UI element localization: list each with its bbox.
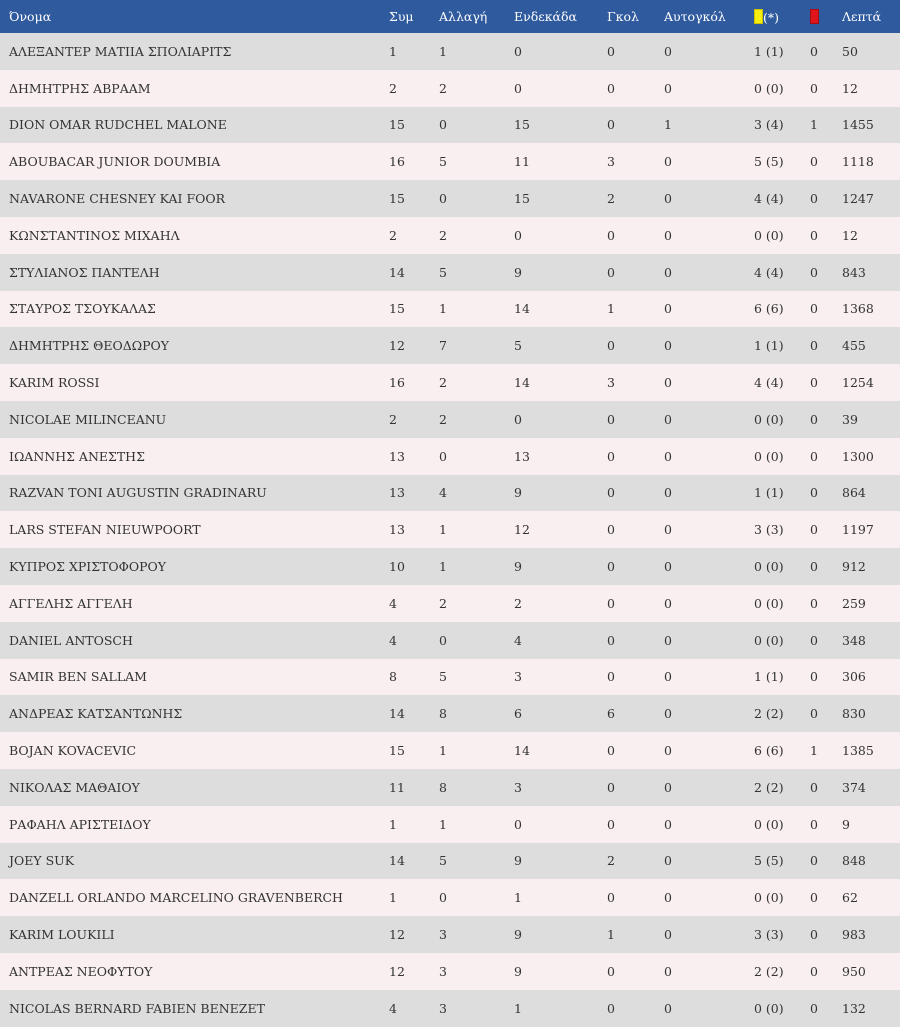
player-name-cell[interactable]: ΚΥΠΡΟΣ ΧΡΙΣΤΟΦΟΡΟΥ (9, 559, 167, 575)
appearances-cell: 13 (389, 522, 405, 538)
minutes-cell: 12 (842, 80, 858, 96)
red-cards-cell: 0 (810, 706, 818, 722)
player-name-cell[interactable]: ΡΑΦΑΗΛ ΑΡΙΣΤΕΙΔΟΥ (9, 816, 151, 832)
red-cards-cell: 0 (810, 375, 818, 391)
red-cards-cell: 0 (810, 301, 818, 317)
header-minutes[interactable]: Λεπτά (842, 9, 882, 24)
minutes-cell: 50 (842, 43, 858, 59)
minutes-cell: 1254 (842, 375, 874, 391)
starts-cell: 1 (514, 890, 522, 906)
minutes-cell: 1300 (842, 448, 874, 464)
goals-cell: 0 (607, 559, 615, 575)
appearances-cell: 4 (389, 632, 397, 648)
goals-cell: 6 (607, 706, 615, 722)
table-body (0, 33, 900, 1027)
yellow-cards-cell: 0 (0) (754, 816, 784, 832)
table-row (0, 143, 900, 180)
table-row (0, 107, 900, 144)
appearances-cell: 14 (389, 264, 405, 280)
red-cards-cell: 0 (810, 485, 818, 501)
player-name-cell[interactable]: ΑΝΤΡΕΑΣ ΝΕΟΦΥΤΟΥ (9, 963, 153, 979)
own-goals-cell: 0 (664, 191, 672, 207)
starts-cell: 13 (514, 448, 530, 464)
substitutions-cell: 0 (439, 632, 447, 648)
table-row (0, 732, 900, 769)
yellow-cards-cell: 0 (0) (754, 595, 784, 611)
header-name[interactable]: Όνομα (9, 9, 52, 24)
header-own-goals[interactable]: Αυτογκόλ (664, 9, 726, 24)
red-cards-cell: 0 (810, 890, 818, 906)
minutes-cell: 12 (842, 227, 858, 243)
starts-cell: 4 (514, 632, 522, 648)
table-row (0, 291, 900, 328)
minutes-cell: 1118 (842, 154, 874, 170)
player-name-cell[interactable]: ΑΝΔΡΕΑΣ ΚΑΤΣΑΝΤΩΝΗΣ (9, 706, 183, 722)
red-cards-cell: 0 (810, 80, 818, 96)
red-cards-cell: 0 (810, 816, 818, 832)
minutes-cell: 912 (842, 559, 866, 575)
appearances-cell: 15 (389, 743, 405, 759)
appearances-cell: 15 (389, 117, 405, 133)
own-goals-cell: 0 (664, 301, 672, 317)
player-name-cell[interactable]: ΔΗΜΗΤΡΗΣ ΑΒΡΑΑΜ (9, 80, 151, 96)
substitutions-cell: 1 (439, 301, 447, 317)
minutes-cell: 374 (842, 779, 866, 795)
goals-cell: 0 (607, 448, 615, 464)
own-goals-cell: 1 (664, 117, 672, 133)
own-goals-cell: 0 (664, 227, 672, 243)
substitutions-cell: 4 (439, 485, 447, 501)
goals-cell: 3 (607, 375, 615, 391)
goals-cell: 0 (607, 632, 615, 648)
player-name-cell[interactable]: RAZVAN TONI AUGUSTIN GRADINARU (9, 485, 267, 501)
own-goals-cell: 0 (664, 154, 672, 170)
goals-cell: 2 (607, 853, 615, 869)
red-cards-cell: 0 (810, 853, 818, 869)
goals-cell: 0 (607, 227, 615, 243)
yellow-cards-cell: 3 (3) (754, 522, 784, 538)
appearances-cell: 2 (389, 227, 397, 243)
header-yellow-cards[interactable] (745, 0, 801, 33)
own-goals-cell: 0 (664, 963, 672, 979)
goals-cell: 0 (607, 743, 615, 759)
appearances-cell: 11 (389, 779, 405, 795)
player-name-cell[interactable]: KARIM LOUKILI (9, 927, 115, 943)
yellow-cards-cell: 4 (4) (754, 375, 784, 391)
table-row (0, 843, 900, 880)
substitutions-cell: 5 (439, 853, 447, 869)
goals-cell: 0 (607, 816, 615, 832)
substitutions-cell: 3 (439, 963, 447, 979)
appearances-cell: 16 (389, 154, 405, 170)
red-cards-cell: 0 (810, 411, 818, 427)
minutes-cell: 455 (842, 338, 866, 354)
red-cards-cell: 0 (810, 927, 818, 943)
yellow-cards-cell: 2 (2) (754, 779, 784, 795)
table-row (0, 879, 900, 916)
own-goals-cell: 0 (664, 706, 672, 722)
starts-cell: 5 (514, 338, 522, 354)
minutes-cell: 259 (842, 595, 866, 611)
table-row (0, 511, 900, 548)
player-name-cell[interactable]: DANIEL ANTOSCH (9, 632, 133, 648)
red-cards-cell: 0 (810, 1000, 818, 1016)
table-header (0, 0, 900, 33)
substitutions-cell: 1 (439, 559, 447, 575)
yellow-cards-cell: 2 (2) (754, 706, 784, 722)
own-goals-cell: 0 (664, 411, 672, 427)
goals-cell: 2 (607, 191, 615, 207)
table-row (0, 364, 900, 401)
table-row (0, 254, 900, 291)
table-row (0, 695, 900, 732)
minutes-cell: 1197 (842, 522, 874, 538)
player-name-cell[interactable]: ΚΩΝΣΤΑΝΤΙΝΟΣ ΜΙΧΑΗΛ (9, 227, 180, 243)
appearances-cell: 2 (389, 80, 397, 96)
minutes-cell: 830 (842, 706, 866, 722)
own-goals-cell: 0 (664, 927, 672, 943)
minutes-cell: 9 (842, 816, 850, 832)
header-row (0, 0, 900, 33)
substitutions-cell: 0 (439, 890, 447, 906)
substitutions-cell: 2 (439, 411, 447, 427)
minutes-cell: 62 (842, 890, 858, 906)
table-row (0, 180, 900, 217)
minutes-cell: 348 (842, 632, 866, 648)
appearances-cell: 12 (389, 338, 405, 354)
minutes-cell: 843 (842, 264, 866, 280)
table-row (0, 585, 900, 622)
appearances-cell: 4 (389, 1000, 397, 1016)
player-name-cell[interactable]: ABOUBACAR JUNIOR DOUMBIA (9, 154, 221, 170)
goals-cell: 0 (607, 117, 615, 133)
red-cards-cell: 0 (810, 154, 818, 170)
goals-cell: 0 (607, 595, 615, 611)
substitutions-cell: 5 (439, 154, 447, 170)
red-cards-cell: 0 (810, 963, 818, 979)
red-cards-cell: 0 (810, 632, 818, 648)
yellow-cards-cell: 1 (1) (754, 485, 784, 501)
appearances-cell: 4 (389, 595, 397, 611)
player-name-cell[interactable]: SAMIR BEN SALLAM (9, 669, 147, 685)
goals-cell: 0 (607, 963, 615, 979)
yellow-cards-cell: 1 (1) (754, 338, 784, 354)
yellow-cards-cell: 1 (1) (754, 43, 784, 59)
substitutions-cell: 5 (439, 264, 447, 280)
player-name-cell[interactable]: DION OMAR RUDCHEL MALONE (9, 117, 227, 133)
player-name-cell[interactable]: BOJAN KOVACEVIC (9, 743, 137, 759)
player-name-cell[interactable]: ΑΓΓΕΛΗΣ ΑΓΓΕΛΗ (9, 595, 133, 611)
starts-cell: 0 (514, 227, 522, 243)
player-name-cell[interactable]: ΣΤΑΥΡΟΣ ΤΣΟΥΚΑΛΑΣ (9, 301, 156, 317)
yellow-cards-cell: 1 (1) (754, 669, 784, 685)
substitutions-cell: 2 (439, 375, 447, 391)
table-row (0, 548, 900, 585)
player-name-cell[interactable]: ΣΤΥΛΙΑΝΟΣ ΠΑΝΤΕΛΗ (9, 264, 160, 280)
own-goals-cell: 0 (664, 80, 672, 96)
substitutions-cell: 3 (439, 927, 447, 943)
minutes-cell: 950 (842, 963, 866, 979)
yellow-card-icon (754, 9, 763, 24)
goals-cell: 0 (607, 669, 615, 685)
player-name-cell[interactable]: DANZELL ORLANDO MARCELINO GRAVENBERCH (9, 890, 343, 906)
player-name-cell[interactable]: KARIM ROSSI (9, 375, 100, 391)
yellow-cards-cell: 0 (0) (754, 411, 784, 427)
starts-cell: 1 (514, 1000, 522, 1016)
header-apps[interactable]: Συμ (389, 9, 414, 24)
minutes-cell: 983 (842, 927, 866, 943)
minutes-cell: 848 (842, 853, 866, 869)
appearances-cell: 15 (389, 191, 405, 207)
own-goals-cell: 0 (664, 522, 672, 538)
own-goals-cell: 0 (664, 448, 672, 464)
red-cards-cell: 0 (810, 559, 818, 575)
appearances-cell: 12 (389, 963, 405, 979)
starts-cell: 9 (514, 927, 522, 943)
table-row (0, 953, 900, 990)
table-row (0, 475, 900, 512)
own-goals-cell: 0 (664, 853, 672, 869)
minutes-cell: 1385 (842, 743, 874, 759)
starts-cell: 6 (514, 706, 522, 722)
substitutions-cell: 2 (439, 80, 447, 96)
own-goals-cell: 0 (664, 743, 672, 759)
goals-cell: 1 (607, 301, 615, 317)
goals-cell: 0 (607, 80, 615, 96)
own-goals-cell: 0 (664, 375, 672, 391)
player-name-cell[interactable]: NICOLAE MILINCEANU (9, 411, 167, 427)
red-cards-cell: 0 (810, 191, 818, 207)
yellow-cards-cell: 3 (3) (754, 927, 784, 943)
substitutions-cell: 2 (439, 227, 447, 243)
appearances-cell: 10 (389, 559, 405, 575)
goals-cell: 3 (607, 154, 615, 170)
own-goals-cell: 0 (664, 264, 672, 280)
yellow-cards-cell: 0 (0) (754, 559, 784, 575)
yellow-cards-cell: 4 (4) (754, 264, 784, 280)
substitutions-cell: 5 (439, 669, 447, 685)
yellow-cards-cell: 0 (0) (754, 80, 784, 96)
header-starts[interactable]: Ενδεκάδα (514, 9, 577, 24)
header-subs[interactable]: Αλλαγή (439, 9, 488, 24)
minutes-cell: 1368 (842, 301, 874, 317)
starts-cell: 0 (514, 816, 522, 832)
table-row (0, 622, 900, 659)
own-goals-cell: 0 (664, 779, 672, 795)
appearances-cell: 2 (389, 411, 397, 427)
starts-cell: 9 (514, 559, 522, 575)
starts-cell: 0 (514, 411, 522, 427)
substitutions-cell: 8 (439, 706, 447, 722)
own-goals-cell: 0 (664, 595, 672, 611)
own-goals-cell: 0 (664, 485, 672, 501)
red-cards-cell: 0 (810, 522, 818, 538)
red-cards-cell: 0 (810, 43, 818, 59)
substitutions-cell: 2 (439, 595, 447, 611)
red-card-icon (810, 9, 819, 24)
own-goals-cell: 0 (664, 338, 672, 354)
yellow-cards-cell: 5 (5) (754, 853, 784, 869)
yellow-cards-cell: 2 (2) (754, 963, 784, 979)
yellow-cards-cell: 0 (0) (754, 632, 784, 648)
own-goals-cell: 0 (664, 669, 672, 685)
appearances-cell: 14 (389, 706, 405, 722)
goals-cell: 0 (607, 338, 615, 354)
own-goals-cell: 0 (664, 559, 672, 575)
yellow-cards-cell: 3 (4) (754, 117, 784, 133)
yellow-cards-cell: 6 (6) (754, 743, 784, 759)
table-row (0, 33, 900, 70)
goals-cell: 0 (607, 522, 615, 538)
table-row (0, 916, 900, 953)
substitutions-cell: 1 (439, 522, 447, 538)
starts-cell: 14 (514, 301, 530, 317)
header-goals[interactable]: Γκολ (607, 9, 639, 24)
red-cards-cell: 1 (810, 743, 818, 759)
goals-cell: 0 (607, 890, 615, 906)
player-name-cell[interactable]: NAVARONE CHESNEY KAI FOOR (9, 191, 226, 207)
table-row (0, 217, 900, 254)
own-goals-cell: 0 (664, 43, 672, 59)
starts-cell: 0 (514, 80, 522, 96)
substitutions-cell: 1 (439, 816, 447, 832)
red-cards-cell: 0 (810, 264, 818, 280)
table-row (0, 327, 900, 364)
table-row (0, 659, 900, 696)
player-name-cell[interactable]: ΝΙΚΟΛΑΣ ΜΑΘΑΙΟΥ (9, 779, 140, 795)
goals-cell: 0 (607, 411, 615, 427)
minutes-cell: 132 (842, 1000, 866, 1016)
red-cards-cell: 0 (810, 779, 818, 795)
table-row (0, 70, 900, 107)
appearances-cell: 12 (389, 927, 405, 943)
substitutions-cell: 1 (439, 43, 447, 59)
starts-cell: 3 (514, 669, 522, 685)
player-name-cell[interactable]: NICOLAS BERNARD FABIEN BENEZET (9, 1000, 265, 1016)
starts-cell: 3 (514, 779, 522, 795)
own-goals-cell: 0 (664, 632, 672, 648)
goals-cell: 0 (607, 43, 615, 59)
table-row (0, 806, 900, 843)
yellow-cards-cell: 0 (0) (754, 448, 784, 464)
yellow-cards-cell: 0 (0) (754, 1000, 784, 1016)
substitutions-cell: 1 (439, 743, 447, 759)
minutes-cell: 1247 (842, 191, 874, 207)
yellow-suffix: (*) (763, 9, 780, 25)
appearances-cell: 13 (389, 448, 405, 464)
player-name-cell[interactable]: LARS STEFAN NIEUWPOORT (9, 522, 201, 538)
starts-cell: 15 (514, 117, 530, 133)
red-cards-cell: 0 (810, 669, 818, 685)
player-name-cell[interactable]: ΑΛΕΞΑΝΤΕΡ ΜΑΤΙΙΑ ΣΠΟΛΙΑΡΙΤΣ (9, 43, 232, 59)
own-goals-cell: 0 (664, 816, 672, 832)
yellow-cards-cell: 0 (0) (754, 227, 784, 243)
starts-cell: 11 (514, 154, 530, 170)
substitutions-cell: 7 (439, 338, 447, 354)
header-red-cards[interactable] (801, 0, 833, 33)
starts-cell: 12 (514, 522, 530, 538)
minutes-cell: 306 (842, 669, 866, 685)
starts-cell: 14 (514, 743, 530, 759)
red-cards-cell: 1 (810, 117, 818, 133)
appearances-cell: 1 (389, 43, 397, 59)
yellow-cards-cell: 4 (4) (754, 191, 784, 207)
starts-cell: 2 (514, 595, 522, 611)
player-name-cell[interactable]: JOEY SUK (9, 853, 75, 869)
red-cards-cell: 0 (810, 448, 818, 464)
substitutions-cell: 0 (439, 191, 447, 207)
substitutions-cell: 0 (439, 117, 447, 133)
goals-cell: 1 (607, 927, 615, 943)
starts-cell: 14 (514, 375, 530, 391)
starts-cell: 15 (514, 191, 530, 207)
substitutions-cell: 8 (439, 779, 447, 795)
appearances-cell: 13 (389, 485, 405, 501)
appearances-cell: 16 (389, 375, 405, 391)
goals-cell: 0 (607, 779, 615, 795)
goals-cell: 0 (607, 264, 615, 280)
appearances-cell: 8 (389, 669, 397, 685)
player-name-cell[interactable]: ΙΩΑΝΝΗΣ ΑΝΕΣΤΗΣ (9, 448, 145, 464)
substitutions-cell: 3 (439, 1000, 447, 1016)
yellow-cards-cell: 6 (6) (754, 301, 784, 317)
own-goals-cell: 0 (664, 890, 672, 906)
appearances-cell: 14 (389, 853, 405, 869)
yellow-cards-cell: 5 (5) (754, 154, 784, 170)
minutes-cell: 39 (842, 411, 858, 427)
goals-cell: 0 (607, 1000, 615, 1016)
red-cards-cell: 0 (810, 227, 818, 243)
table-row (0, 401, 900, 438)
starts-cell: 9 (514, 963, 522, 979)
table-row (0, 769, 900, 806)
appearances-cell: 15 (389, 301, 405, 317)
appearances-cell: 1 (389, 816, 397, 832)
starts-cell: 9 (514, 264, 522, 280)
red-cards-cell: 0 (810, 338, 818, 354)
starts-cell: 9 (514, 485, 522, 501)
minutes-cell: 1455 (842, 117, 874, 133)
minutes-cell: 864 (842, 485, 866, 501)
player-name-cell[interactable]: ΔΗΜΗΤΡΗΣ ΘΕΟΔΩΡΟΥ (9, 338, 170, 354)
table-row (0, 438, 900, 475)
substitutions-cell: 0 (439, 448, 447, 464)
table-row (0, 990, 900, 1027)
goals-cell: 0 (607, 485, 615, 501)
yellow-cards-cell: 0 (0) (754, 890, 784, 906)
starts-cell: 0 (514, 43, 522, 59)
starts-cell: 9 (514, 853, 522, 869)
red-cards-cell: 0 (810, 595, 818, 611)
appearances-cell: 1 (389, 890, 397, 906)
own-goals-cell: 0 (664, 1000, 672, 1016)
